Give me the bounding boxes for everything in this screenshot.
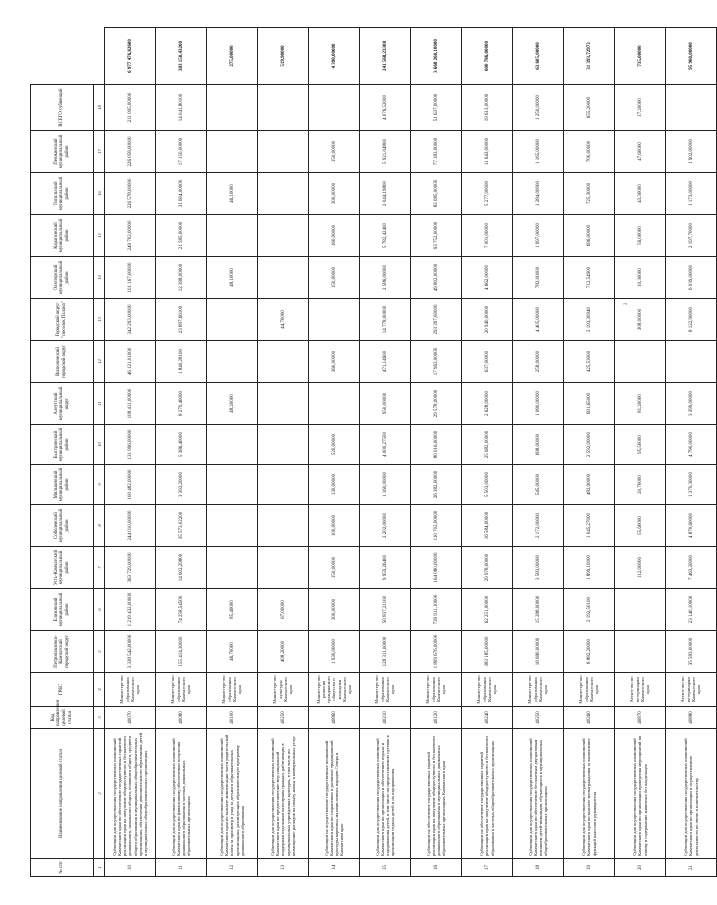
column-number: 9 — [94, 465, 105, 505]
row-value: 6 039,00000 — [666, 257, 717, 299]
row-value: 725,30000 — [564, 173, 615, 215]
table-header-row — [31, 28, 94, 877]
row-value: 82 085,00000 — [411, 173, 462, 215]
row-value: 249 702,00000 — [105, 215, 156, 257]
row-value: 4 870,60000 — [666, 505, 717, 547]
row-grbs: Министерство развития гражданского общества и молодежи Камчатского края — [309, 673, 360, 707]
row-value: 17,20000 — [615, 85, 666, 131]
row-value: 25 682,00000 — [462, 425, 513, 465]
row-code: 40240 — [462, 707, 513, 729]
subvention-distribution-table — [30, 27, 717, 877]
row-value — [615, 631, 666, 673]
row-name: Субвенции для осуществления государственных полномочий Камчатского края по организации и осуществлению деятельности по опеке и попечительству — [666, 729, 717, 859]
row-name: Субвенции для осуществления государственных полномочий Камчатского края по выплате вознаграждения за выполнение функций классного руководителя — [564, 729, 615, 859]
row-value: 44,70000 — [258, 299, 309, 341]
row-value — [309, 85, 360, 131]
row-value: 20,70000 — [615, 465, 666, 505]
row-name: Субвенции для осуществления государственных полномочий Камчатского края по организации и обеспечению отдыха и оздоровления детей, в том числе по предоставлению путевок в организации отдыха детей и их оздоровления — [360, 729, 411, 859]
column-header: ВСЕГО субвенций — [31, 85, 94, 131]
row-value: 1 902,00000 — [666, 131, 717, 173]
row-value: 93 752,00000 — [411, 215, 462, 257]
column-number: 5 — [94, 631, 105, 673]
row-value: 164 080,00000 — [411, 547, 462, 589]
row-value: 1 173,00000 — [666, 173, 717, 215]
row-total: 95 960,00000 — [666, 28, 717, 85]
row-value: 4 076,52000 — [360, 85, 411, 131]
row-value: 5 386,40000 — [156, 425, 207, 465]
row-value — [207, 299, 258, 341]
row-number: 17 — [462, 859, 513, 877]
row-value: 408,20000 — [258, 631, 309, 673]
table-row — [615, 28, 666, 877]
row-value: 739 911,10000 — [411, 589, 462, 631]
column-header: Быстринский муниципальный район — [31, 425, 94, 465]
column-header: Усть-Камчатский муниципальный район — [31, 547, 94, 589]
row-value: 2 202,00000 — [360, 505, 411, 547]
row-value: 10,30000 — [615, 257, 666, 299]
row-value — [207, 215, 258, 257]
column-header: Пенжинский муниципальный район — [31, 131, 94, 173]
row-value: 1 250,00000 — [513, 85, 564, 131]
row-value: 14 778,00000 — [360, 299, 411, 341]
row-value: 14 041,80100 — [156, 85, 207, 131]
column-header: Вилючинский городской округ — [31, 341, 94, 383]
row-value: 81,20000 — [615, 383, 666, 425]
row-value: 2 592,00000 — [564, 425, 615, 465]
row-grbs: Министерство образования Камчатского края — [207, 673, 258, 707]
row-grbs: Министерство образования Камчатского края — [156, 673, 207, 707]
row-code: 40100 — [207, 707, 258, 729]
row-grbs: Агентство по ветеринарии Камчатского края — [615, 673, 666, 707]
subvention-table-sheet — [30, 27, 702, 877]
column-header: Петропавловск-Камчатский городской округ — [31, 631, 94, 673]
row-value: 3 338 542,00000 — [105, 631, 156, 673]
row-value: 293 397,00000 — [411, 299, 462, 341]
row-value: 782,00000 — [513, 257, 564, 299]
row-value: 14 602,29800 — [156, 547, 207, 589]
row-value: 11 643,00000 — [462, 131, 513, 173]
row-value — [207, 547, 258, 589]
row-value: 46 121,01000 — [105, 341, 156, 383]
row-value: 29 978,00000 — [462, 547, 513, 589]
row-value: 696,00000 — [564, 215, 615, 257]
row-value — [615, 589, 666, 631]
row-number: 19 — [564, 859, 615, 877]
row-total: 241 568,23308 — [360, 28, 411, 85]
table-row — [564, 28, 615, 877]
column-header: Мильковский муниципальный район — [31, 465, 94, 505]
row-value: 211 095,00000 — [105, 85, 156, 131]
row-grbs: Министерство образования Камчатского края — [513, 673, 564, 707]
column-number: 3 — [94, 707, 105, 729]
row-value: 226 578,00000 — [105, 173, 156, 215]
row-value: 2 628,00000 — [462, 383, 513, 425]
row-value: 67,00000 — [258, 589, 309, 631]
row-value — [258, 425, 309, 465]
row-value: 3 399,00000 — [666, 383, 717, 425]
row-value: 2 197,70000 — [666, 215, 717, 257]
row-name: Субвенции на обеспечение государственных гарантий реализации прав на получение общедоступного и бесплатного дошкольного образования в муниципальных дошкольных образовательных организациях Камчатского края — [411, 729, 462, 859]
row-value: 2 586,00000 — [360, 257, 411, 299]
row-total: 6 977 476,82600 — [105, 28, 156, 85]
row-value: 1 930,00000 — [309, 631, 360, 673]
row-name: Субвенции на осуществление государственных полномочий Камчатского края по сохранению и развитию традиционной культуры коренных малочисленных народов Севера в Камчатском крае — [309, 729, 360, 859]
row-value: 51 637,00000 — [411, 85, 462, 131]
row-value — [615, 341, 666, 383]
row-value: 50 837,21100 — [360, 589, 411, 631]
row-value: 655,20000 — [564, 85, 615, 131]
row-value — [309, 299, 360, 341]
column-number: 12 — [94, 341, 105, 383]
row-value — [258, 465, 309, 505]
row-number: 10 — [105, 859, 156, 877]
row-code: 40250 — [258, 707, 309, 729]
row-number: 18 — [513, 859, 564, 877]
row-value — [207, 341, 258, 383]
row-value: 5 503,00000 — [462, 465, 513, 505]
row-number: 12 — [207, 859, 258, 877]
column-number: 10 — [94, 425, 105, 465]
row-value: 128 311,00000 — [360, 631, 411, 673]
row-code: 40210 — [360, 707, 411, 729]
row-value: 637,00000 — [462, 341, 513, 383]
table-row — [462, 28, 513, 877]
row-value — [258, 547, 309, 589]
row-value: 4 000,27500 — [360, 425, 411, 465]
column-header: Карагинский муниципальный район — [31, 215, 94, 257]
row-name: Субвенции для осуществления государственных полномочий Камчатского края по организации проведения мероприятий по отлову и содержанию животных без владельцев — [615, 729, 666, 859]
row-value: 1 165,00000 — [513, 131, 564, 173]
row-value: 18 680,00000 — [513, 631, 564, 673]
row-value: 35 573,02200 — [156, 505, 207, 547]
row-value: 425,53000 — [564, 341, 615, 383]
row-value: 29 578,00000 — [411, 383, 462, 425]
row-value: 23 897,66100 — [156, 299, 207, 341]
column-number: 1 — [94, 859, 105, 877]
row-value: 48,20000 — [207, 383, 258, 425]
column-number: 15 — [94, 215, 105, 257]
table-row — [105, 28, 156, 877]
row-value: 5 921,04800 — [360, 131, 411, 173]
row-value — [258, 215, 309, 257]
row-value: 8 882,20000 — [564, 631, 615, 673]
row-value: 150,00000 — [309, 131, 360, 173]
table-row — [207, 28, 258, 877]
row-value: 112,00000 — [615, 547, 666, 589]
row-value: 244 010,00000 — [105, 505, 156, 547]
row-total: 735,00000 — [615, 28, 666, 85]
column-header: № п/п — [31, 859, 94, 877]
row-grbs: Агентство по ветеринарии Камчатского края — [666, 673, 717, 707]
column-header: ГРБС — [31, 673, 94, 707]
row-value — [258, 383, 309, 425]
column-number-row — [94, 28, 105, 877]
row-value: 8 270,40000 — [156, 383, 207, 425]
column-number: 11 — [94, 383, 105, 425]
row-number: 16 — [411, 859, 462, 877]
row-value — [258, 257, 309, 299]
row-value: 47,60000 — [615, 131, 666, 173]
row-value: 95,50000 — [615, 425, 666, 465]
row-code: 40120 — [411, 707, 462, 729]
row-code: 40080 — [156, 707, 207, 729]
row-value: 7 463,20000 — [666, 547, 717, 589]
row-value — [207, 505, 258, 547]
column-header: Код направления целевой статьи — [31, 707, 94, 729]
row-value: 46,70000 — [207, 631, 258, 673]
column-header: Елизовский муниципальный район — [31, 589, 94, 631]
row-value: 950,00000 — [360, 383, 411, 425]
row-total: 63 605,00000 — [513, 28, 564, 85]
row-value: 108 411,00000 — [105, 383, 156, 425]
row-name: Субвенции для осуществления государственных полномочий Камчатского края по обеспечению государственных гарантий реализации прав на получение общедоступного и бесплатного дошкольного, начального общего, основного общего, среднего общего образования в муниципальных общеобразовательных организациях, обеспечения дополнительного образования детей в муниципальных общеобразовательных организациях — [105, 729, 156, 859]
row-value: 698,00000 — [513, 425, 564, 465]
row-value: 49 802,00000 — [411, 257, 462, 299]
row-total: 275,00000 — [207, 28, 258, 85]
row-value: 23 140,10000 — [666, 589, 717, 631]
row-value: 3 393,20000 — [156, 465, 207, 505]
row-value: 55,60000 — [615, 505, 666, 547]
row-value: 383 185,00000 — [462, 631, 513, 673]
row-value: 85,40000 — [207, 589, 258, 631]
row-value — [666, 85, 717, 131]
row-value: 258,00000 — [513, 341, 564, 383]
row-value: 342 293,00000 — [105, 299, 156, 341]
row-grbs: Министерство образования Камчатского края — [462, 673, 513, 707]
row-total: 383 150,43200 — [156, 28, 207, 85]
row-number: 13 — [258, 859, 309, 877]
row-value: 700,00000 — [564, 131, 615, 173]
row-value: 1 809 676,00000 — [411, 631, 462, 673]
row-value: 5 277,00000 — [462, 173, 513, 215]
column-number: 2 — [94, 729, 105, 859]
row-value: 1 160,00000 — [360, 465, 411, 505]
row-value — [207, 425, 258, 465]
row-value: 7 001,00000 — [462, 215, 513, 257]
row-value: 20 940,00000 — [462, 299, 513, 341]
row-value: 2 192,50100 — [564, 589, 615, 631]
row-value: 3 583,00000 — [513, 547, 564, 589]
row-grbs: Министерство культуры Камчатского края — [258, 673, 309, 707]
column-number: 16 — [94, 173, 105, 215]
row-value: 1 370,30000 — [666, 465, 717, 505]
row-total: 3 668 260,10000 — [411, 28, 462, 85]
column-number: 7 — [94, 547, 105, 589]
row-value — [207, 85, 258, 131]
row-value: 21 585,00000 — [156, 215, 207, 257]
column-number: 14 — [94, 257, 105, 299]
row-value: 1 997,00000 — [513, 215, 564, 257]
column-header: Тигильский муниципальный район — [31, 173, 94, 215]
row-value: 62 251,00000 — [462, 589, 513, 631]
row-value: 1 899,10000 — [564, 547, 615, 589]
table-row — [360, 28, 411, 877]
row-total: 4 390,00000 — [309, 28, 360, 85]
row-number: 14 — [309, 859, 360, 877]
column-header: Олюторский муниципальный район — [31, 257, 94, 299]
row-value: 56,00000 — [615, 215, 666, 257]
row-code: 40070 — [105, 707, 156, 729]
column-header: Алеутский муниципальный округ — [31, 383, 94, 425]
row-total: 600 786,00000 — [462, 28, 513, 85]
row-value — [258, 85, 309, 131]
row-value: 9 959,26400 — [360, 547, 411, 589]
row-value: 2 044,19800 — [360, 173, 411, 215]
row-grbs: Министерство образования Камчатского края — [564, 673, 615, 707]
row-total: 31 393,72973 — [564, 28, 615, 85]
table-row — [411, 28, 462, 877]
row-value — [207, 131, 258, 173]
row-value: 1 045,27000 — [564, 505, 615, 547]
table-row — [666, 28, 717, 877]
row-value: 1 080,00000 — [513, 383, 564, 425]
table-row — [258, 28, 309, 877]
row-grbs: Министерство образования Камчатского края — [360, 673, 411, 707]
row-name: Субвенции для осуществления государственных полномочий Камчатского края по обеспечению бесплатным двухразовым питанием детей-инвалидов, обучающихся в муниципальных общеобразовательных организациях — [513, 729, 564, 859]
row-value: 471,14600 — [360, 341, 411, 383]
row-value: 5 782,42400 — [360, 215, 411, 257]
row-value: 4 790,00000 — [666, 425, 717, 465]
row-name: Субвенции для осуществления государственных полномочий Камчатского края по выплате компенсации части родительской платы за присмотр и уход за детьми в образовательных организациях, реализующих образовательную программу дошкольного образования — [207, 729, 258, 859]
row-value: 1 284,00000 — [513, 173, 564, 215]
column-number: 6 — [94, 589, 105, 631]
row-value: 155 414,30000 — [156, 631, 207, 673]
page-mark: 2 — [624, 302, 629, 305]
row-value: 4 662,00000 — [462, 257, 513, 299]
row-value: 16 584,00000 — [462, 505, 513, 547]
row-value: 12 398,00000 — [156, 257, 207, 299]
row-value: 712,54900 — [564, 257, 615, 299]
row-value: 100,00000 — [309, 505, 360, 547]
row-value: 150,00000 — [309, 257, 360, 299]
row-value — [207, 465, 258, 505]
row-value — [258, 173, 309, 215]
row-value: 48,10000 — [207, 257, 258, 299]
row-name: Субвенции на обеспечение государственных гарантий реализации прав на получение общедоступного и бесплатного образования в частных общеобразовательных организациях — [462, 729, 513, 859]
row-value: 74 258,54500 — [156, 589, 207, 631]
row-code: 40250 — [513, 707, 564, 729]
row-name: Субвенции для осуществления государственных полномочий Камчатского края по финансовому обеспечению получения дошкольного образования в частных дошкольных образовательных организациях — [156, 729, 207, 859]
row-value: 363 729,00000 — [105, 547, 156, 589]
row-value: 160,00000 — [309, 215, 360, 257]
row-value: 300,00000 — [309, 173, 360, 215]
column-number: 17 — [94, 131, 105, 173]
row-value: 43,30000 — [615, 173, 666, 215]
row-total: 519,90000 — [258, 28, 309, 85]
row-name: Субвенции для осуществления государственных полномочий Камчатского края по предоставлению мер социальной поддержки отдельным категориям граждан, работающих в муниципальных учреждениях культуры, в том числе по возмещению расходов на оплату жилья и коммунальных услуг — [258, 729, 309, 859]
row-value: 77 183,00000 — [411, 131, 462, 173]
row-value: 8 122,90000 — [666, 299, 717, 341]
row-value: 300,00000 — [309, 589, 360, 631]
row-value: 1 840,28100 — [156, 341, 207, 383]
row-value — [258, 341, 309, 383]
row-value: 2 193,30940 — [564, 299, 615, 341]
row-number: 21 — [666, 859, 717, 877]
column-number: 13 — [94, 299, 105, 341]
row-value: 308,00000 — [615, 299, 666, 341]
row-value: 691,65000 — [564, 383, 615, 425]
row-code: 40860 — [309, 707, 360, 729]
column-header: Соболевский муниципальный район — [31, 505, 94, 547]
column-number: 18 — [94, 85, 105, 131]
row-value: 110 702,00000 — [411, 505, 462, 547]
row-value: 482,90000 — [564, 465, 615, 505]
row-value: 545,00000 — [513, 465, 564, 505]
row-value: 1 219 432,00000 — [105, 589, 156, 631]
row-value: 46,10000 — [207, 173, 258, 215]
column-header: Наименование направления целевой статьи — [31, 729, 94, 859]
table-row — [309, 28, 360, 877]
row-number: 11 — [156, 859, 207, 877]
row-value: 80 016,00000 — [411, 425, 462, 465]
row-number: 15 — [360, 859, 411, 877]
row-grbs: Министерство образования Камчатского края — [105, 673, 156, 707]
table-row — [513, 28, 564, 877]
row-value: 520,00000 — [309, 425, 360, 465]
column-number: 4 — [94, 673, 105, 707]
row-value: 17 150,00000 — [156, 131, 207, 173]
row-code: 40260 — [564, 707, 615, 729]
row-value: 101 167,00000 — [105, 257, 156, 299]
row-value: 150,00000 — [309, 547, 360, 589]
row-number: 20 — [615, 859, 666, 877]
row-value: 131 996,00000 — [105, 425, 156, 465]
row-grbs: Министерство образования Камчатского края — [411, 673, 462, 707]
row-value: 31 604,00000 — [156, 173, 207, 215]
row-value: 35 583,00000 — [666, 631, 717, 673]
row-code: 40870 — [615, 707, 666, 729]
table-body — [105, 28, 717, 877]
table-row — [156, 28, 207, 877]
column-header: Городской округ "поселок Палана" — [31, 299, 94, 341]
row-value: 19 613,00000 — [462, 85, 513, 131]
row-value — [258, 131, 309, 173]
row-value: 226 058,00000 — [105, 131, 156, 173]
row-value: 17 963,00000 — [411, 341, 462, 383]
row-code: 40880 — [666, 707, 717, 729]
row-value: 4 405,00000 — [513, 299, 564, 341]
row-value: 360,00000 — [309, 341, 360, 383]
row-value — [666, 341, 717, 383]
column-number: 8 — [94, 505, 105, 547]
row-value: 130,00000 — [309, 465, 360, 505]
row-value — [258, 505, 309, 547]
row-value: 26 382,00000 — [411, 465, 462, 505]
row-value: 15 288,00000 — [513, 589, 564, 631]
row-value: 100 482,00000 — [105, 465, 156, 505]
row-value: 2 172,00000 — [513, 505, 564, 547]
row-value — [309, 383, 360, 425]
